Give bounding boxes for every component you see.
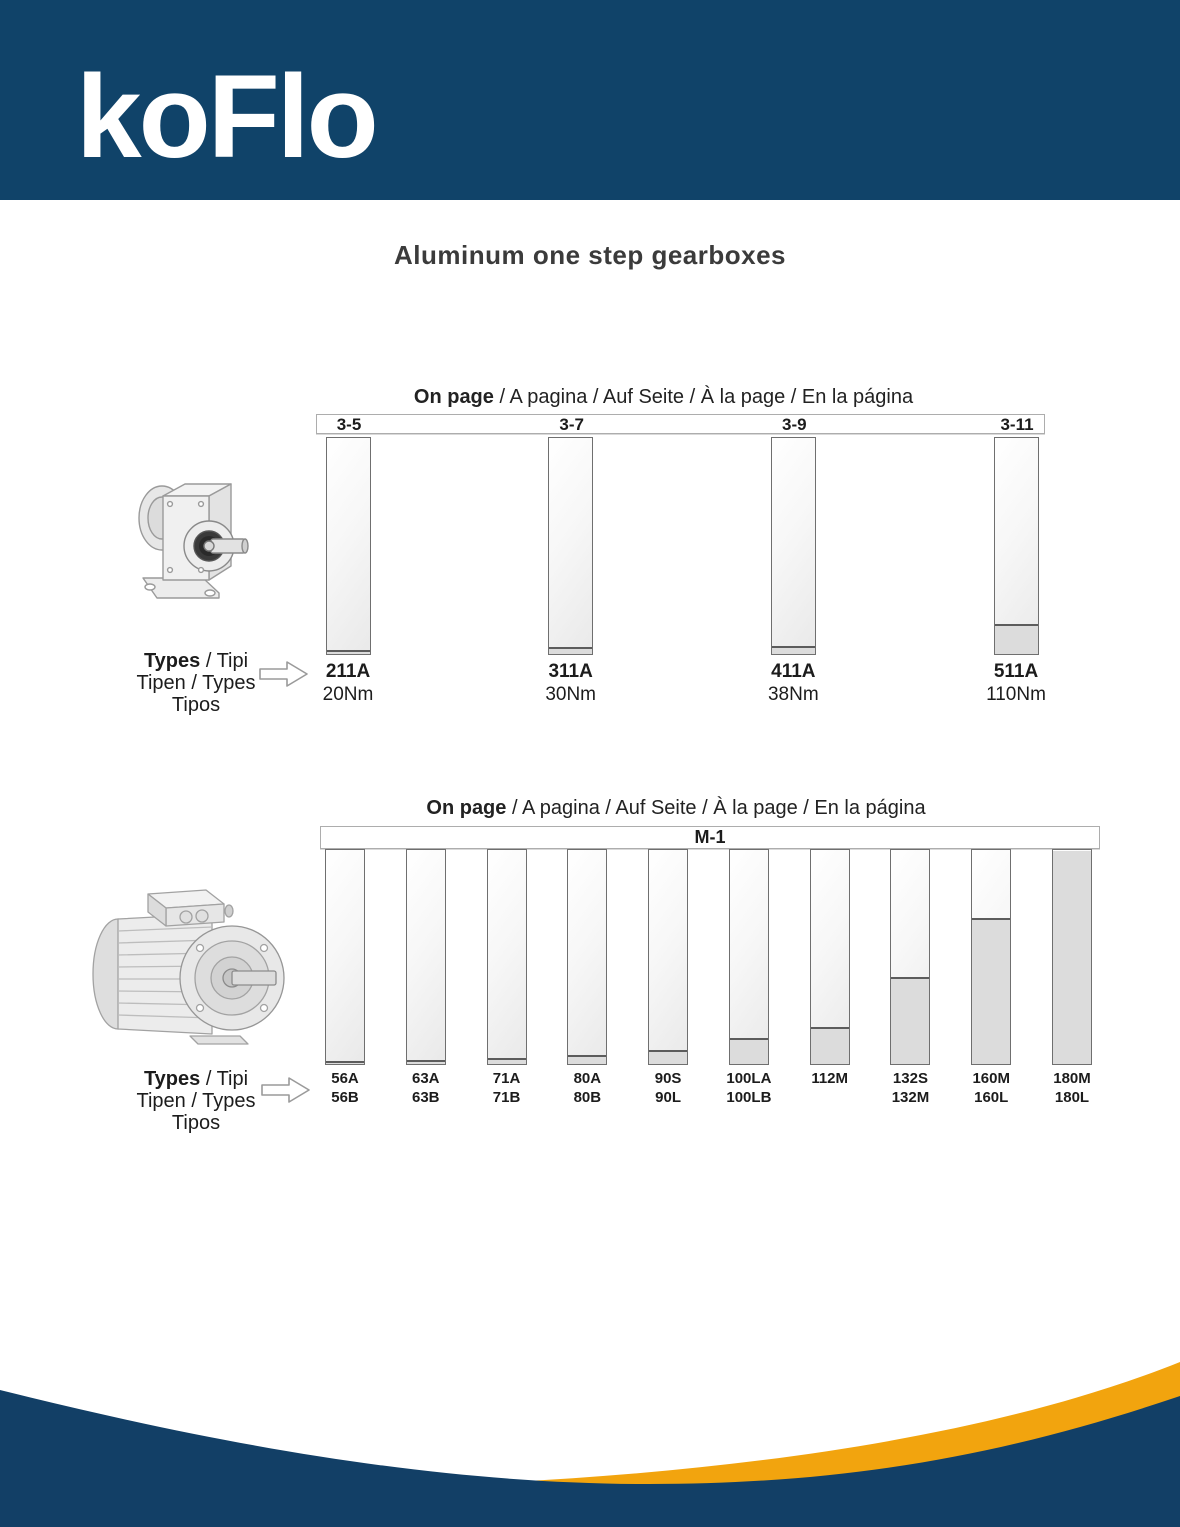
size-bar-fill bbox=[568, 1055, 606, 1064]
type-label: 160M 160L bbox=[972, 1070, 1010, 1106]
size-bar-fill bbox=[649, 1050, 687, 1064]
type-label: 63A 63B bbox=[412, 1070, 440, 1106]
on-page-heading-bold: On page bbox=[426, 797, 507, 819]
type-label: 80A 80B bbox=[573, 1070, 602, 1106]
types-line-2: Tipen / Types bbox=[136, 1090, 256, 1112]
on-page-heading-rest: / A pagina / Auf Seite / À la page / En la página bbox=[506, 797, 926, 819]
types-line-3: Tipos bbox=[171, 1112, 221, 1134]
type-label: 180M 180L bbox=[1053, 1070, 1091, 1106]
size-bar bbox=[810, 849, 850, 1065]
motor-illustration bbox=[90, 886, 286, 1052]
page-ref-label: 3-11 bbox=[1000, 415, 1034, 434]
size-bar-fill bbox=[891, 977, 929, 1064]
page-ref-strip bbox=[320, 826, 1100, 849]
size-bar-fill bbox=[1053, 851, 1091, 1064]
size-bar bbox=[406, 849, 446, 1065]
size-bar-fill bbox=[488, 1058, 526, 1064]
page-title: Aluminum one step gearboxes bbox=[393, 240, 787, 270]
size-bar bbox=[567, 849, 607, 1065]
on-page-heading-bold: On page bbox=[413, 386, 494, 408]
size-bar bbox=[890, 849, 930, 1065]
on-page-heading-rest: / A pagina / Auf Seite / À la page / En la página bbox=[493, 386, 914, 408]
type-label: 71A 71B bbox=[492, 1070, 521, 1106]
size-bar bbox=[325, 849, 365, 1065]
types-line-3: Tipos bbox=[171, 694, 221, 716]
brand-logo: koFlo bbox=[76, 51, 376, 183]
size-bar bbox=[1052, 849, 1092, 1065]
types-line1-rest: / Tipi bbox=[200, 650, 249, 672]
size-bar-fill bbox=[730, 1038, 768, 1064]
size-bar bbox=[729, 849, 769, 1065]
type-label: 132S 132M bbox=[891, 1070, 930, 1106]
page-ref-label: 3-5 bbox=[336, 415, 362, 434]
type-label: 90S 90L bbox=[654, 1070, 682, 1106]
page-ref-label: 3-7 bbox=[559, 415, 584, 434]
size-bar bbox=[648, 849, 688, 1065]
arrow-right-icon bbox=[261, 1077, 311, 1103]
footer-swoosh bbox=[0, 1327, 1180, 1527]
swoosh-blue-band bbox=[0, 1390, 1180, 1527]
type-label: 511A 110Nm bbox=[986, 661, 1046, 705]
size-bar-fill bbox=[972, 918, 1010, 1064]
type-label: 311A 30Nm bbox=[545, 661, 596, 705]
types-bold: Types bbox=[143, 650, 201, 672]
type-label: 112M bbox=[811, 1070, 849, 1087]
type-label: 411A 38Nm bbox=[767, 661, 819, 705]
type-label: 56A 56B bbox=[331, 1070, 359, 1106]
on-page-heading bbox=[310, 797, 1042, 820]
page-ref-label: 3-9 bbox=[782, 415, 807, 434]
size-bar-fill bbox=[326, 1061, 364, 1064]
types-line1-rest: / Tipi bbox=[200, 1068, 249, 1090]
size-bar-fill bbox=[407, 1060, 445, 1064]
types-bold: Types bbox=[143, 1068, 201, 1090]
type-label: 100LA 100LB bbox=[726, 1070, 772, 1106]
size-bar bbox=[971, 849, 1011, 1065]
size-bar-fill bbox=[811, 1027, 849, 1064]
types-line-2: Tipen / Types bbox=[136, 672, 256, 694]
type-label: 211A 20Nm bbox=[322, 661, 374, 705]
size-bar bbox=[487, 849, 527, 1065]
page-ref-label: M-1 bbox=[694, 827, 726, 847]
